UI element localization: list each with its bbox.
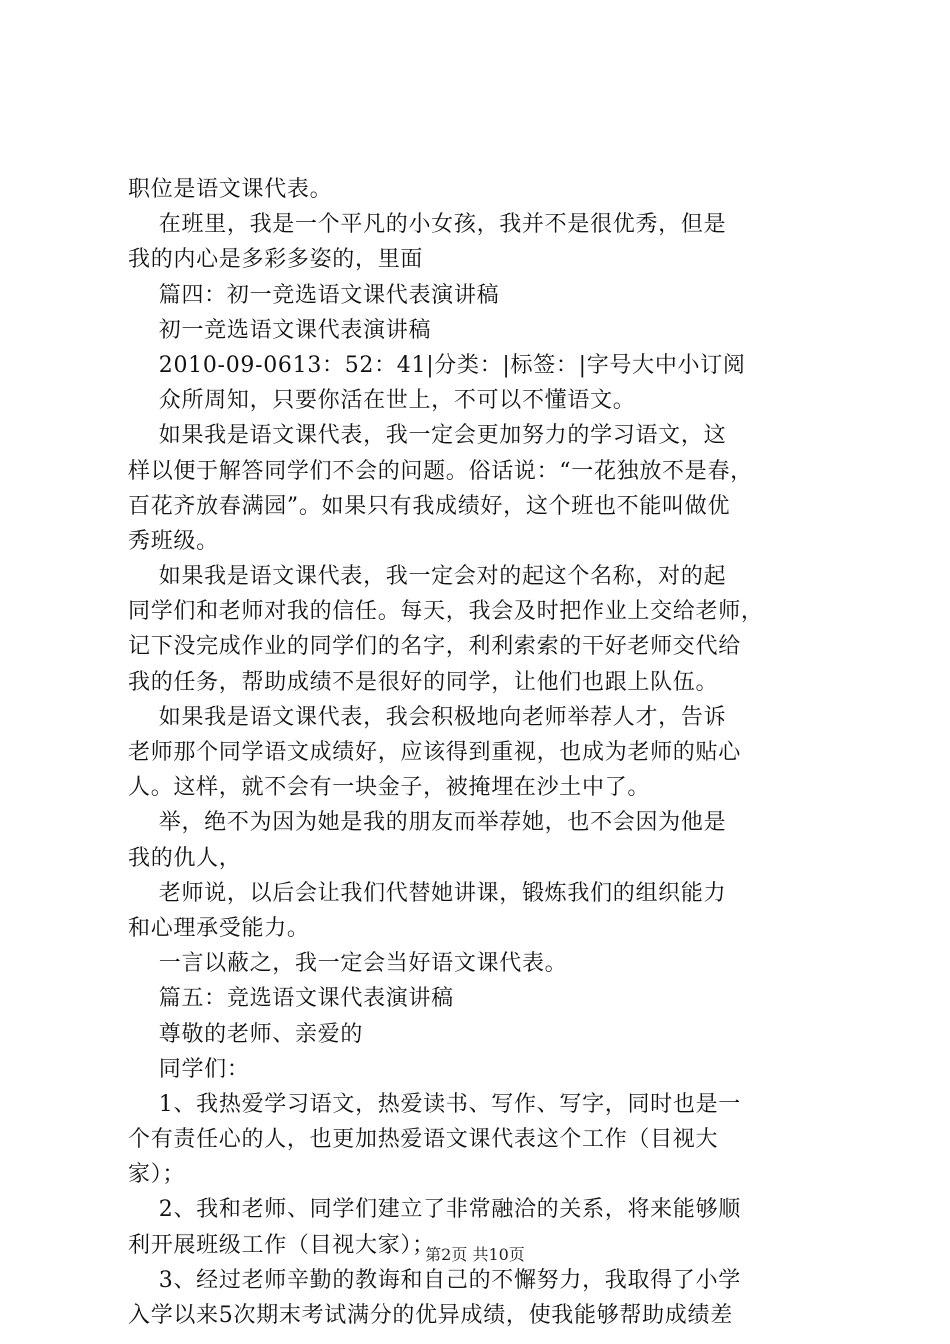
text-line: 同学们和老师对我的信任。每天，我会及时把作业上交给老师， xyxy=(128,599,764,625)
section-heading: 篇五：竞选语文课代表演讲稿 xyxy=(128,986,454,1012)
section-heading: 篇四：初一竞选语文课代表演讲稿 xyxy=(128,282,500,308)
text-line: 如果我是语文课代表，我一定会对的起这个名称，对的起 xyxy=(128,564,727,590)
text-line: 我的仇人， xyxy=(128,845,242,871)
text-line: 2、我和老师、同学们建立了非常融洽的关系，将来能够顺 xyxy=(128,1197,741,1223)
text-line: 众所周知，只要你活在世上，不可以不懂语文。 xyxy=(128,388,636,414)
text-line: 如果我是语文课代表，我会积极地向老师举荐人才，告诉 xyxy=(128,704,727,730)
text-line: 利开展班级工作（目视大家）； xyxy=(128,1232,435,1258)
text-line: 1、我热爱学习语文，热爱读书、写作、写字，同时也是一 xyxy=(128,1091,741,1117)
text-line: 3、经过老师辛勤的教诲和自己的不懈努力，我取得了小学 xyxy=(128,1267,741,1293)
text-line: 入学以来5次期末考试满分的优异成绩，使我能够帮助成绩差 xyxy=(128,1303,733,1328)
text-line: 样以便于解答同学们不会的问题。俗话说：“一花独放不是春， xyxy=(128,458,753,484)
article-meta: 2010-09-0613：52：41|分类：|标签：|字号大中小订阅 xyxy=(128,352,746,378)
document-body xyxy=(128,172,833,1333)
text-line: 职位是语文课代表。 xyxy=(128,177,333,202)
text-line: 老师说，以后会让我们代替她讲课，锻炼我们的组织能力 xyxy=(128,880,727,906)
article-title: 初一竞选语文课代表演讲稿 xyxy=(128,317,432,343)
text-line: 同学们： xyxy=(128,1056,250,1082)
text-line: 个有责任心的人，也更加热爱语文课代表这个工作（目视大 xyxy=(128,1127,719,1153)
text-line: 秀班级。 xyxy=(128,528,219,554)
text-line: 我的内心是多彩多姿的，里面 xyxy=(128,247,424,273)
text-line: 举，绝不为因为她是我的朋友而举荐她，也不会因为他是 xyxy=(128,810,727,836)
page-number-footer: 第2页 共10页 xyxy=(425,1245,525,1264)
text-line: 在班里，我是一个平凡的小女孩，我并不是很优秀，但是 xyxy=(128,212,727,238)
text-line: 如果我是语文课代表，我一定会更加努力的学习语文，这 xyxy=(128,423,727,449)
text-line: 我的任务，帮助成绩不是很好的同学，让他们也跟上队伍。 xyxy=(128,669,719,695)
text-line: 老师那个同学语文成绩好，应该得到重视，也成为老师的贴心 xyxy=(128,740,741,765)
text-line: 一言以蔽之，我一定会当好语文课代表。 xyxy=(128,951,568,977)
text-line: 记下没完成作业的同学们的名字，利利索索的干好老师交代给 xyxy=(128,634,741,660)
text-line: 和心理承受能力。 xyxy=(128,915,310,941)
text-line: 家）； xyxy=(128,1162,186,1188)
text-line: 百花齐放春满园”。如果只有我成绩好，这个班也不能叫做优 xyxy=(128,493,731,519)
text-line: 尊敬的老师、亲爱的 xyxy=(128,1021,364,1047)
text-line: 人。这样，就不会有一块金子，被掩埋在沙土中了。 xyxy=(128,775,651,801)
